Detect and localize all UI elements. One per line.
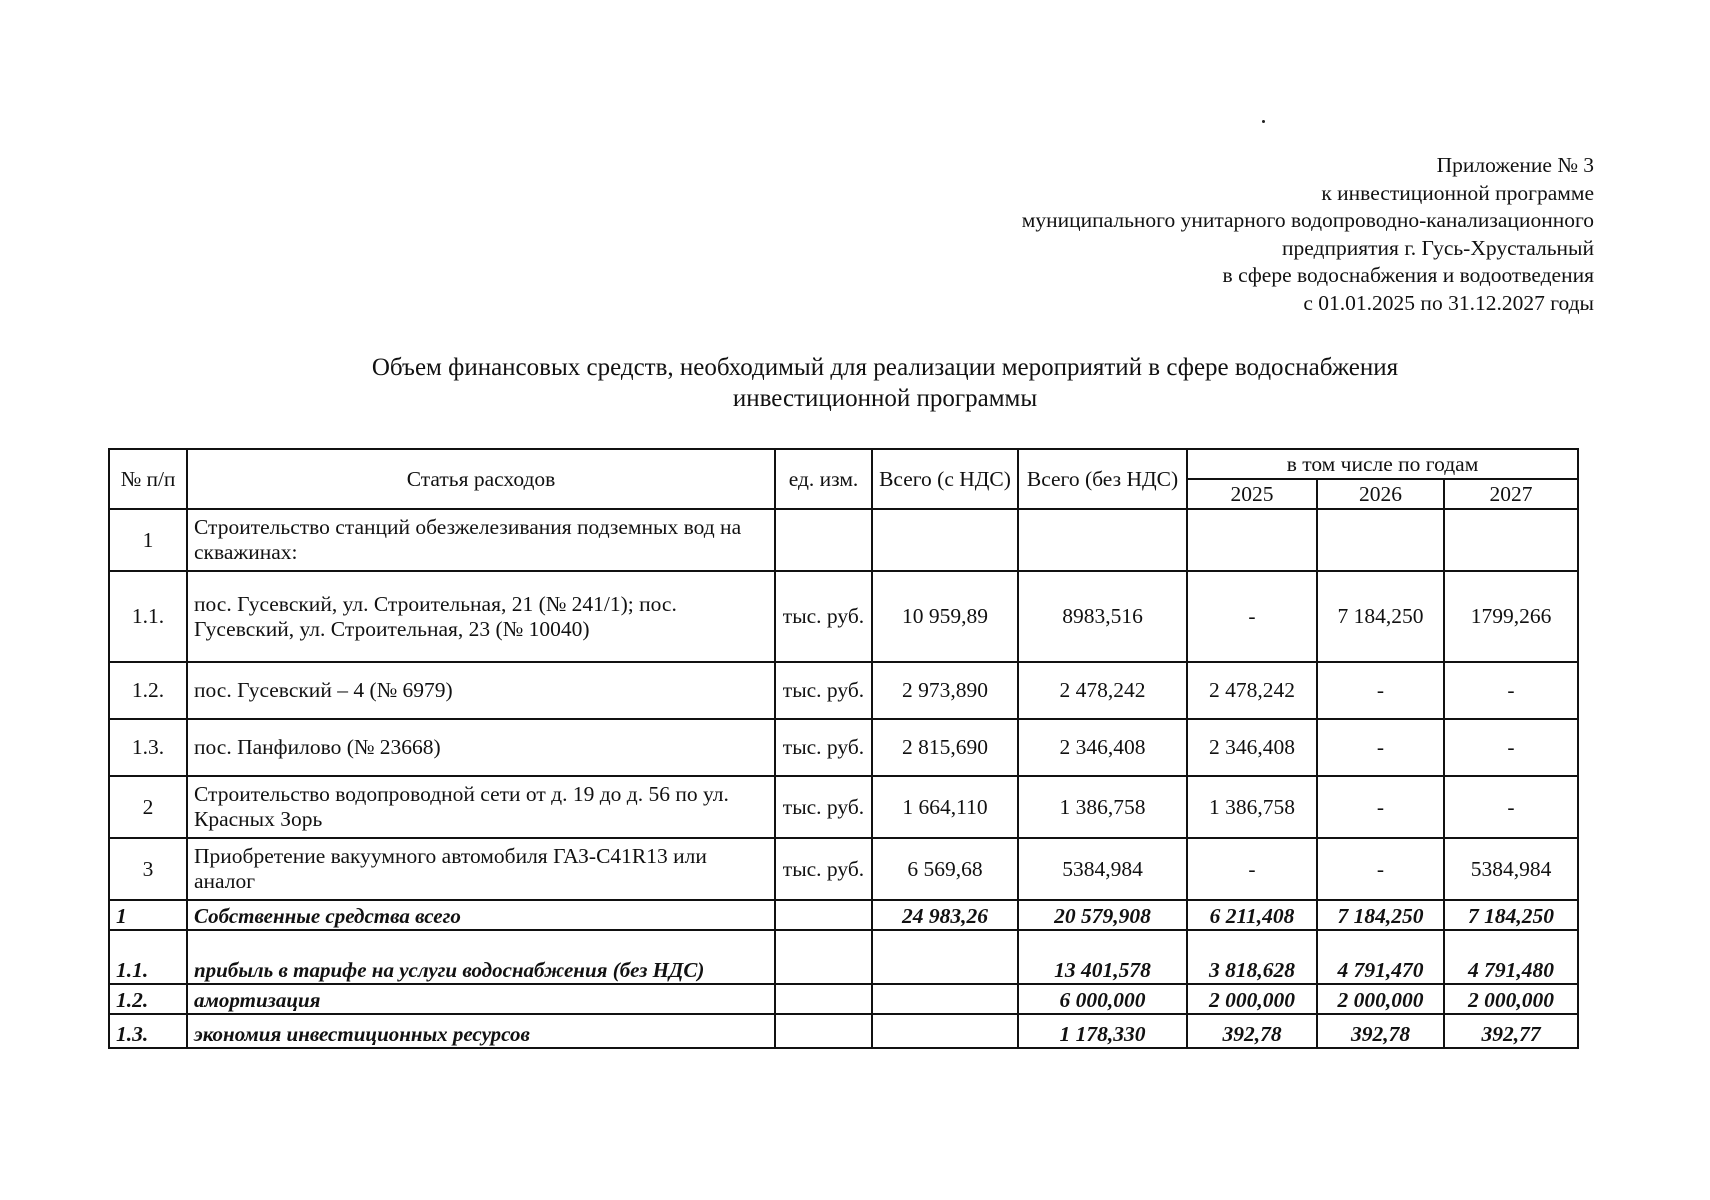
row-total-vat: 6 569,68 <box>872 838 1018 900</box>
row-num: 1.2. <box>109 984 187 1014</box>
row-item: пос. Гусевский, ул. Строительная, 21 (№ 241/1); пос. Гусевский, ул. Строительная, 23 (№ 10040) <box>187 571 775 662</box>
row-2025: 2 346,408 <box>1187 719 1317 776</box>
header-total-vat: Всего (с НДС) <box>872 449 1018 509</box>
document-title <box>110 352 1660 414</box>
row-2025: 2 478,242 <box>1187 662 1317 719</box>
row-total-vat <box>872 509 1018 571</box>
row-total-vat: 2 815,690 <box>872 719 1018 776</box>
row-2025: - <box>1187 571 1317 662</box>
row-num: 1.1. <box>109 930 187 984</box>
row-2027: 392,77 <box>1444 1014 1578 1048</box>
row-total-vat: 24 983,26 <box>872 900 1018 930</box>
header-year-2027: 2027 <box>1444 479 1578 509</box>
row-2026 <box>1317 509 1444 571</box>
header-row <box>109 449 1578 479</box>
row-item: Собственные средства всего <box>187 900 775 930</box>
table-row <box>109 662 1578 719</box>
row-2026: 7 184,250 <box>1317 571 1444 662</box>
row-total-novat: 20 579,908 <box>1018 900 1187 930</box>
row-unit <box>775 900 872 930</box>
row-num: 1.3. <box>109 719 187 776</box>
header-by-years: в том числе по годам <box>1187 449 1578 479</box>
row-total-novat: 2 478,242 <box>1018 662 1187 719</box>
appendix-line: с 01.01.2025 по 31.12.2027 годы <box>1303 290 1594 315</box>
table-row <box>109 571 1578 662</box>
appendix-line: к инвестиционной программе <box>1321 180 1594 205</box>
row-total-vat: 2 973,890 <box>872 662 1018 719</box>
row-item: Строительство водопроводной сети от д. 19 до д. 56 по ул. Красных Зорь <box>187 776 775 838</box>
header-item: Статья расходов <box>187 449 775 509</box>
row-2025 <box>1187 509 1317 571</box>
title-line-2: инвестиционной программы <box>732 385 1038 412</box>
row-2026: - <box>1317 719 1444 776</box>
header-year-2026: 2026 <box>1317 479 1444 509</box>
row-unit <box>775 984 872 1014</box>
row-2026: 392,78 <box>1317 1014 1444 1048</box>
row-2025: 392,78 <box>1187 1014 1317 1048</box>
row-unit: тыс. руб. <box>775 838 872 900</box>
row-total-vat <box>872 984 1018 1014</box>
summary-row <box>109 1014 1578 1048</box>
row-num: 1.3. <box>109 1014 187 1048</box>
row-2027: 4 791,480 <box>1444 930 1578 984</box>
row-2025: 2 000,000 <box>1187 984 1317 1014</box>
appendix-line: в сфере водоснабжения и водоотведения <box>1222 263 1594 287</box>
row-item: пос. Панфилово (№ 23668) <box>187 719 775 776</box>
title-line-1: Объем финансовых средств, необходимый для реализации мероприятий в сфере водоснабжения <box>371 354 1399 381</box>
header-year-2025: 2025 <box>1187 479 1317 509</box>
table-row <box>109 509 1578 571</box>
row-unit <box>775 1014 872 1048</box>
row-2026: 4 791,470 <box>1317 930 1444 984</box>
table-row <box>109 838 1578 900</box>
row-item: пос. Гусевский – 4 (№ 6979) <box>187 662 775 719</box>
row-2025: 1 386,758 <box>1187 776 1317 838</box>
row-unit: тыс. руб. <box>775 776 872 838</box>
row-total-novat: 8983,516 <box>1018 571 1187 662</box>
row-total-vat: 1 664,110 <box>872 776 1018 838</box>
table-row <box>109 719 1578 776</box>
row-total-novat: 13 401,578 <box>1018 930 1187 984</box>
header-unit: ед. изм. <box>775 449 872 509</box>
row-item: экономия инвестиционных ресурсов <box>187 1014 775 1048</box>
table-row <box>109 776 1578 838</box>
appendix-line: Приложение № 3 <box>1436 153 1594 177</box>
row-unit: тыс. руб. <box>775 719 872 776</box>
row-num: 3 <box>109 838 187 900</box>
row-total-novat <box>1018 509 1187 571</box>
row-total-novat: 5384,984 <box>1018 838 1187 900</box>
appendix-header <box>694 152 1594 317</box>
row-total-vat <box>872 1014 1018 1048</box>
row-2026: - <box>1317 776 1444 838</box>
row-2027: - <box>1444 776 1578 838</box>
row-num: 1.1. <box>109 571 187 662</box>
row-total-vat <box>872 930 1018 984</box>
row-2025: 3 818,628 <box>1187 930 1317 984</box>
row-2027: 1799,266 <box>1444 571 1578 662</box>
row-2026: - <box>1317 662 1444 719</box>
row-total-novat: 2 346,408 <box>1018 719 1187 776</box>
header-num: № п/п <box>109 449 187 509</box>
summary-row <box>109 930 1578 984</box>
summary-row <box>109 900 1578 930</box>
summary-row <box>109 984 1578 1014</box>
row-item: прибыль в тарифе на услуги водоснабжения (без НДС) <box>187 930 775 984</box>
row-2027: 2 000,000 <box>1444 984 1578 1014</box>
row-num: 1 <box>109 509 187 571</box>
row-2027: 5384,984 <box>1444 838 1578 900</box>
row-total-novat: 1 178,330 <box>1018 1014 1187 1048</box>
row-2027: - <box>1444 719 1578 776</box>
row-2027: - <box>1444 662 1578 719</box>
row-item: амортизация <box>187 984 775 1014</box>
row-num: 1 <box>109 900 187 930</box>
row-2027: 7 184,250 <box>1444 900 1578 930</box>
row-2027 <box>1444 509 1578 571</box>
row-2025: - <box>1187 838 1317 900</box>
row-unit <box>775 930 872 984</box>
appendix-line: муниципального унитарного водопроводно-канализационного <box>1021 208 1594 232</box>
row-2026: 2 000,000 <box>1317 984 1444 1014</box>
row-2026: 7 184,250 <box>1317 900 1444 930</box>
row-total-novat: 6 000,000 <box>1018 984 1187 1014</box>
row-item: Строительство станций обезжелезивания подземных вод на скважинах: <box>187 509 775 571</box>
row-item: Приобретение вакуумного автомобиля ГАЗ-С41R13 или аналог <box>187 838 775 900</box>
header-total-novat: Всего (без НДС) <box>1018 449 1187 509</box>
row-unit <box>775 509 872 571</box>
row-2025: 6 211,408 <box>1187 900 1317 930</box>
financing-table <box>108 448 1579 1049</box>
row-total-vat: 10 959,89 <box>872 571 1018 662</box>
row-num: 1.2. <box>109 662 187 719</box>
row-unit: тыс. руб. <box>775 571 872 662</box>
row-total-novat: 1 386,758 <box>1018 776 1187 838</box>
scan-speck <box>1262 120 1265 123</box>
row-2026: - <box>1317 838 1444 900</box>
row-num: 2 <box>109 776 187 838</box>
row-unit: тыс. руб. <box>775 662 872 719</box>
appendix-line: предприятия г. Гусь-Хрустальный <box>1282 235 1594 260</box>
